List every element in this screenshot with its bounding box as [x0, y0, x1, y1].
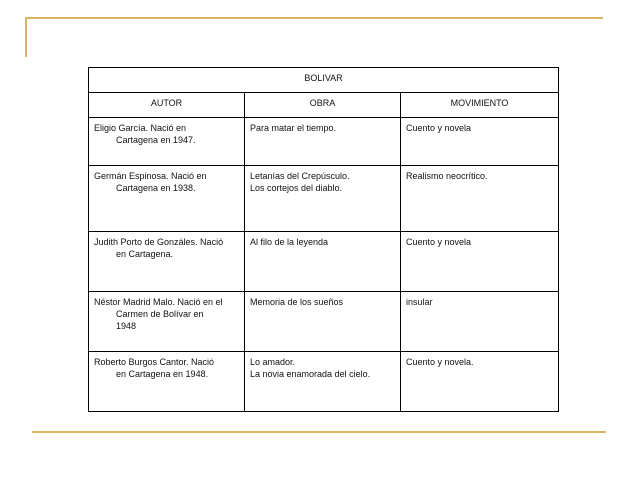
slide-frame-bottom-line	[32, 431, 606, 433]
obra-text: La novia enamorada del cielo.	[250, 369, 371, 379]
table-row	[89, 118, 559, 166]
obra-cell	[245, 352, 401, 412]
obra-text: Los cortejos del diablo.	[250, 183, 343, 193]
autor-cell	[89, 352, 245, 412]
obra-text: Lo amador.	[250, 357, 296, 367]
autor-text: Germán Espinosa. Nació en	[94, 171, 207, 181]
autor-cell	[89, 118, 245, 166]
autor-text: Roberto Burgos Cantor. Nació	[94, 357, 215, 367]
authors-table	[88, 67, 559, 412]
autor-text: 1948	[116, 321, 137, 331]
table-title: BOLIVAR	[89, 68, 559, 93]
obra-cell	[245, 166, 401, 232]
autor-cell	[89, 166, 245, 232]
obra-text: Letanías del Crepúsculo.	[250, 171, 350, 181]
obra-cell	[245, 118, 401, 166]
table-row	[89, 166, 559, 232]
autor-text: Néstor Madrid Malo. Nació en el	[94, 297, 223, 307]
autor-text: en Cartagena.	[116, 249, 174, 259]
slide-frame-left-line	[25, 17, 27, 57]
movimiento-cell: Realismo neocrítico.	[401, 166, 559, 232]
obra-text: Al filo de la leyenda	[250, 237, 329, 247]
autor-cell	[89, 232, 245, 292]
obra-cell	[245, 292, 401, 352]
table-title-row	[89, 68, 559, 93]
autor-text: Carmen de Bolívar en	[116, 309, 204, 319]
table-row	[89, 232, 559, 292]
obra-text: Para matar el tiempo.	[250, 123, 337, 133]
autor-text: en Cartagena en 1948.	[116, 369, 209, 379]
column-header-autor: AUTOR	[89, 93, 245, 118]
table-row	[89, 292, 559, 352]
column-header-obra: OBRA	[245, 93, 401, 118]
slide-frame-top-line	[25, 17, 603, 19]
column-header-movimiento: MOVIMIENTO	[401, 93, 559, 118]
obra-text: Memoria de los sueños	[250, 297, 344, 307]
obra-cell	[245, 232, 401, 292]
autor-cell	[89, 292, 245, 352]
autor-text: Cartagena en 1947.	[116, 135, 196, 145]
movimiento-cell: insular	[401, 292, 559, 352]
autor-text: Eligio García. Nació en	[94, 123, 187, 133]
movimiento-cell: Cuento y novela	[401, 118, 559, 166]
movimiento-cell: Cuento y novela.	[401, 352, 559, 412]
table-header-row	[89, 93, 559, 118]
autor-text: Cartagena en 1938.	[116, 183, 196, 193]
autor-text: Judith Porto de Gonzáles. Nació	[94, 237, 224, 247]
movimiento-cell: Cuento y novela	[401, 232, 559, 292]
table-row	[89, 352, 559, 412]
